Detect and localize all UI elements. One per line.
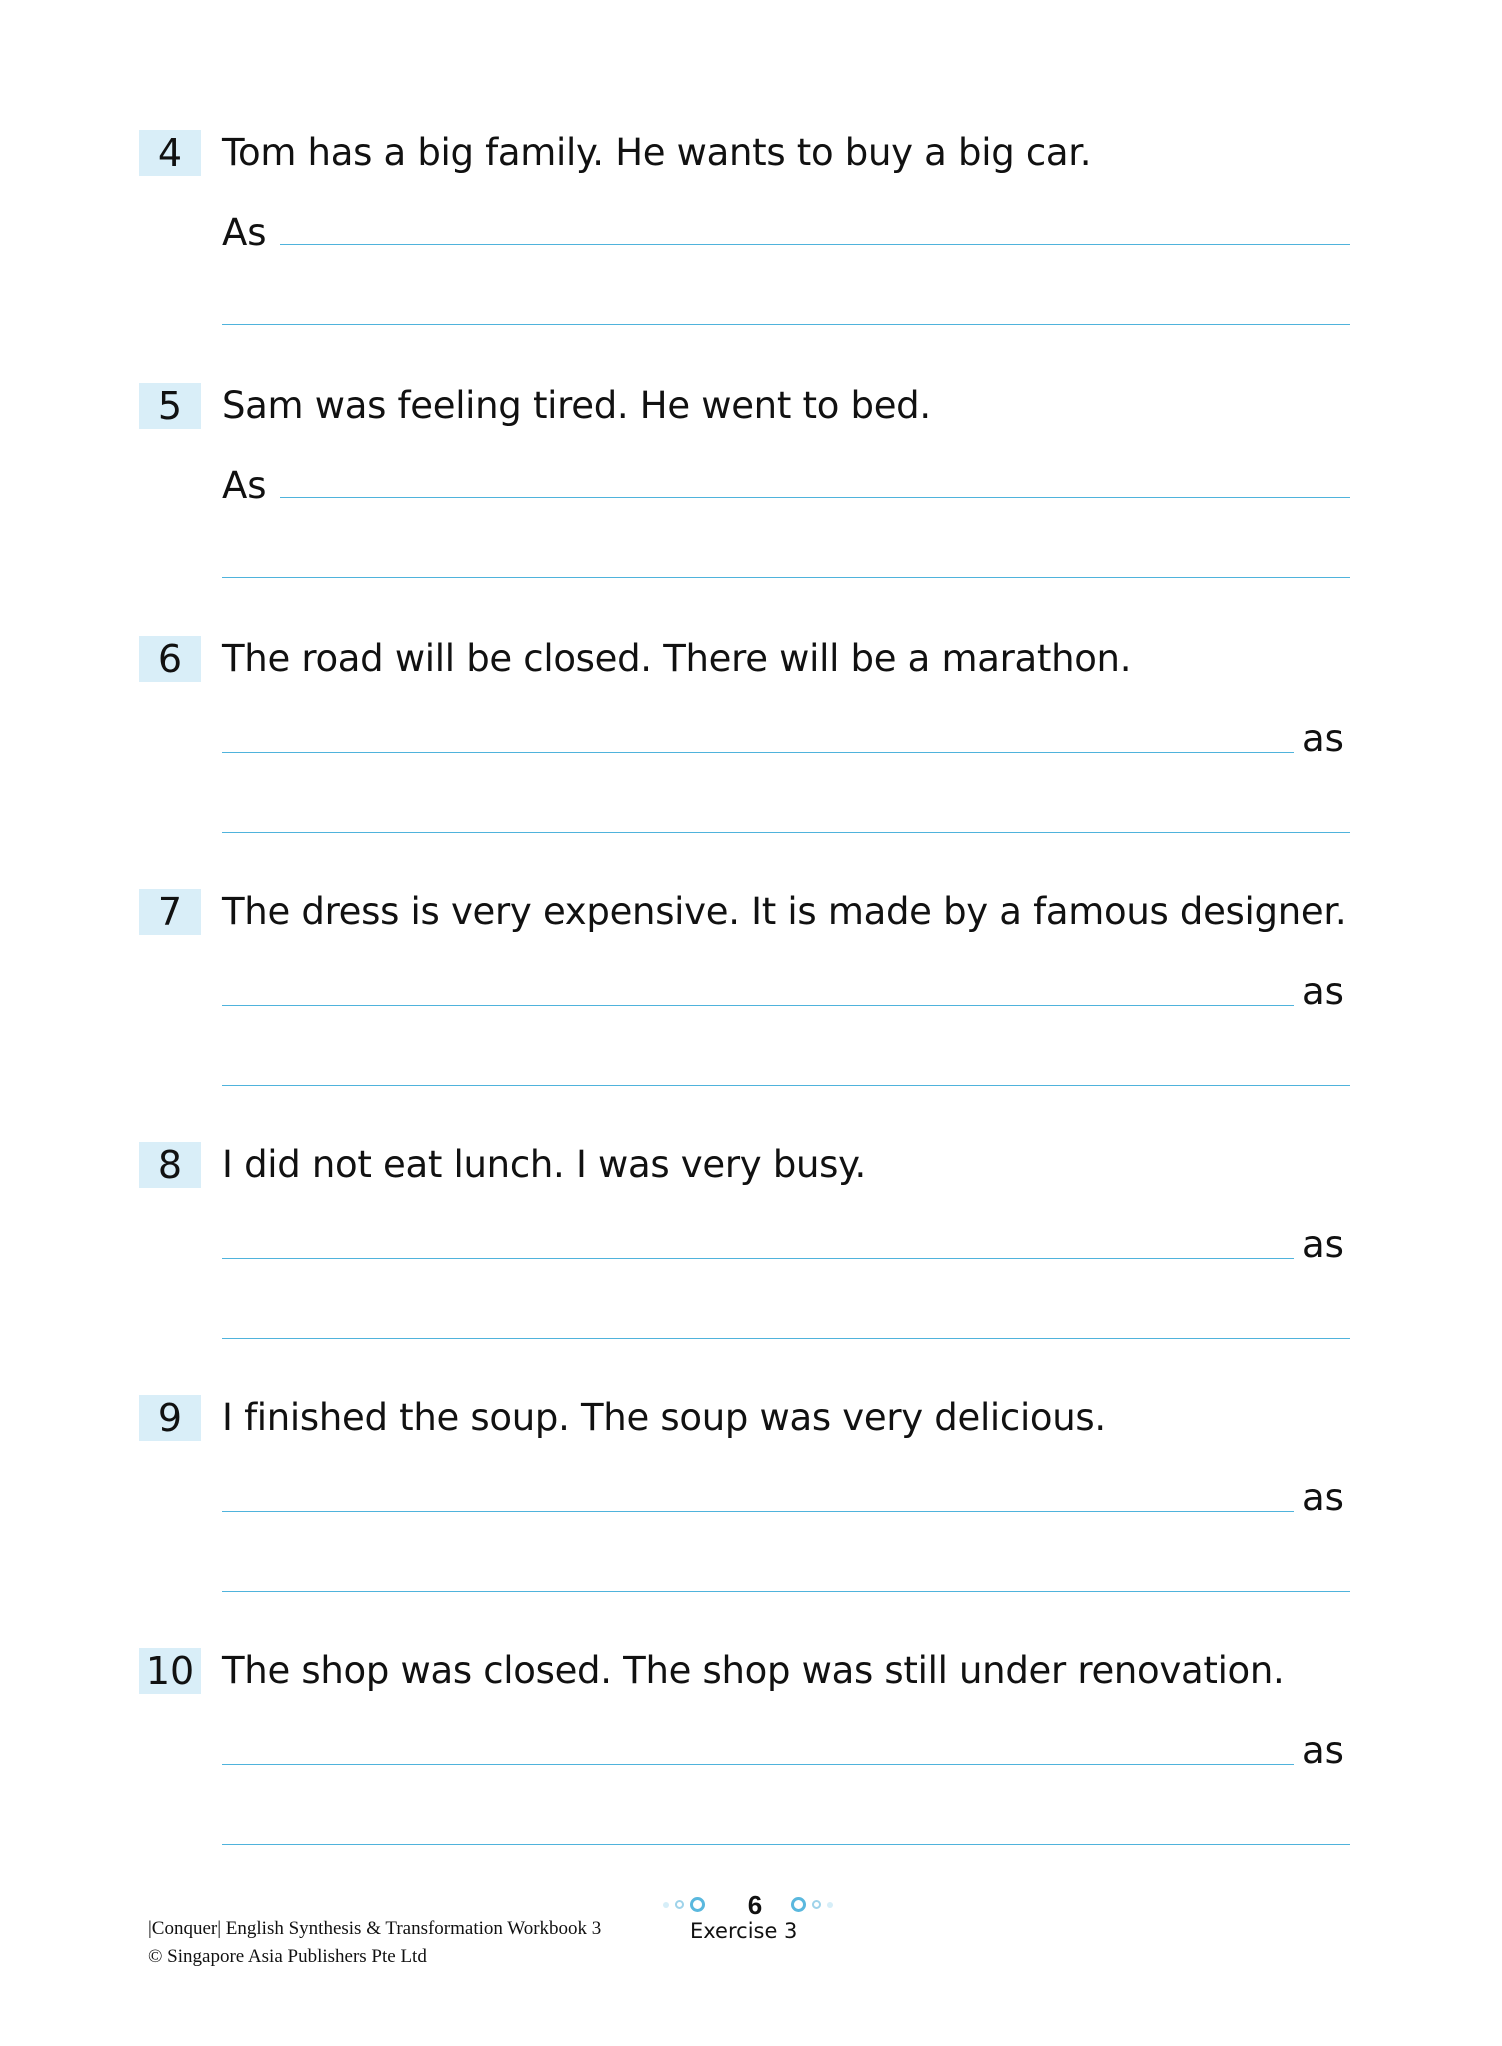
question-number: 7 bbox=[139, 889, 201, 935]
dot-icon bbox=[827, 1902, 833, 1908]
question-text: I did not eat lunch. I was very busy. bbox=[222, 1143, 866, 1186]
question-5 bbox=[0, 383, 1502, 583]
exercise-label: Exercise 3 bbox=[690, 1919, 798, 1943]
dot-icon bbox=[812, 1900, 821, 1909]
question-8 bbox=[0, 1142, 1502, 1342]
answer-line-2[interactable] bbox=[222, 324, 1350, 325]
answer-lead-word: As bbox=[222, 464, 267, 507]
question-text: Tom has a big family. He wants to buy a big car. bbox=[222, 131, 1092, 174]
answer-line-2[interactable] bbox=[222, 832, 1350, 833]
answer-line-2[interactable] bbox=[222, 1338, 1350, 1339]
question-text: I finished the soup. The soup was very delicious. bbox=[222, 1396, 1106, 1439]
answer-trail-word: as bbox=[1302, 1476, 1344, 1519]
book-title: |Conquer| English Synthesis & Transformation Workbook 3 bbox=[148, 1918, 602, 1939]
question-text: The road will be closed. There will be a marathon. bbox=[222, 637, 1132, 680]
question-10 bbox=[0, 1648, 1502, 1848]
question-text: The shop was closed. The shop was still under renovation. bbox=[222, 1649, 1285, 1692]
answer-line-1[interactable] bbox=[222, 1764, 1294, 1765]
answer-trail-word: as bbox=[1302, 970, 1344, 1013]
answer-line-2[interactable] bbox=[222, 1844, 1350, 1845]
question-number: 9 bbox=[139, 1395, 201, 1441]
question-number: 8 bbox=[139, 1142, 201, 1188]
question-number: 10 bbox=[139, 1648, 201, 1694]
question-9 bbox=[0, 1395, 1502, 1595]
page-number: 6 bbox=[747, 1890, 763, 1920]
copyright: © Singapore Asia Publishers Pte Ltd bbox=[148, 1946, 427, 1967]
question-text: The dress is very expensive. It is made by a famous designer. bbox=[222, 890, 1347, 933]
question-6 bbox=[0, 636, 1502, 836]
answer-line-2[interactable] bbox=[222, 1591, 1350, 1592]
question-text: Sam was feeling tired. He went to bed. bbox=[222, 384, 931, 427]
question-4 bbox=[0, 130, 1502, 330]
answer-line-1[interactable] bbox=[222, 1258, 1294, 1259]
question-number: 5 bbox=[139, 383, 201, 429]
footer-credits bbox=[148, 1915, 601, 1971]
answer-line-1[interactable] bbox=[222, 752, 1294, 753]
answer-trail-word: as bbox=[1302, 717, 1344, 760]
answer-line-2[interactable] bbox=[222, 1085, 1350, 1086]
question-number: 4 bbox=[139, 130, 201, 176]
answer-line-1[interactable] bbox=[222, 1005, 1294, 1006]
dot-icon bbox=[791, 1897, 806, 1912]
answer-line-1[interactable] bbox=[222, 1511, 1294, 1512]
question-number: 6 bbox=[139, 636, 201, 682]
answer-line-1[interactable] bbox=[280, 497, 1350, 498]
answer-line-1[interactable] bbox=[280, 244, 1350, 245]
answer-trail-word: as bbox=[1302, 1223, 1344, 1266]
answer-lead-word: As bbox=[222, 211, 267, 254]
answer-line-2[interactable] bbox=[222, 577, 1350, 578]
answer-trail-word: as bbox=[1302, 1729, 1344, 1772]
question-7 bbox=[0, 889, 1502, 1089]
